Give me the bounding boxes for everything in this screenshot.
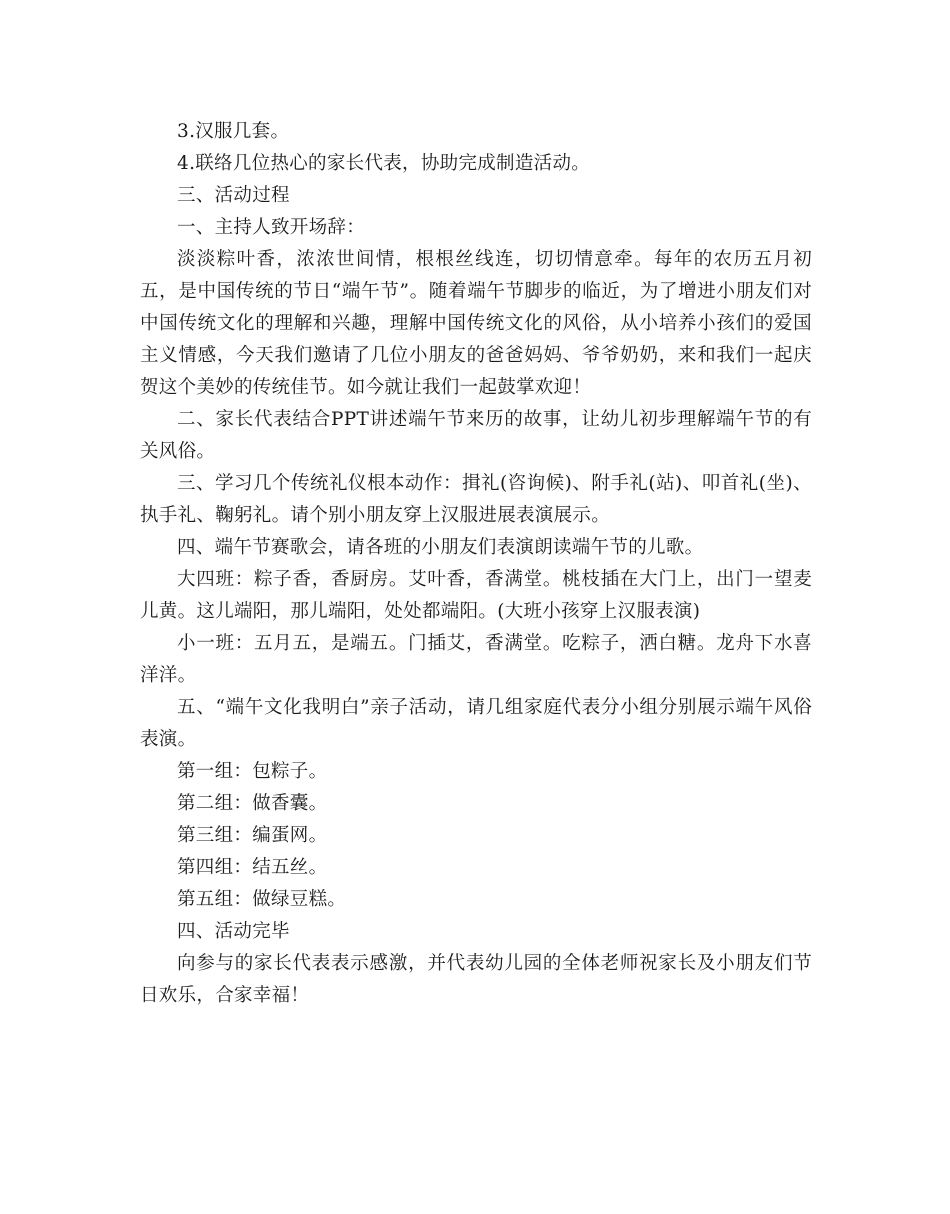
- group-item-3: 第三组：编蛋网。: [177, 825, 328, 846]
- group-item-4: 第四组：结五丝。: [177, 857, 328, 878]
- paragraph-opening-speech: 淡淡粽叶香，浓浓世间情，根根丝线连，切切情意牵。每年的农历五月初五，是中国传统的节日“端午节”。随着端午节脚步的临近，为了增进小朋友们对中国传统文化的理解和兴趣，理解中国传统文化的风俗，从小培养小孩们的爱国主义情感，今天我们邀请了几位小朋友的爸爸妈妈、爷爷奶奶，来和我们一起庆贺这个美妙的传统佳节。如今就让我们一起鼓掌欢迎！: [140, 249, 812, 398]
- step-parent-ppt-story: 二、家长代表结合PPT讲述端午节来历的故事，让幼儿初步理解端午节的有关风俗。: [140, 409, 812, 462]
- step-heading-host-opening: 一、主持人致开场辞：: [177, 217, 366, 238]
- step-etiquette-learning: 三、学习几个传统礼仪根本动作：揖礼(咨询候)、附手礼(站)、叩首礼(坐)、执手礼、鞠躬礼。请个别小朋友穿上汉服进展表演展示。: [140, 473, 812, 526]
- step-parent-child-activity: 五、“端午文化我明白”亲子活动，请几组家庭代表分小组分别展示端午风俗表演。: [140, 697, 812, 750]
- list-item-hanfu: 3.汉服几套。: [177, 121, 290, 142]
- section-heading-end: 四、活动完毕: [177, 921, 290, 942]
- paragraph-closing-thanks: 向参与的家长代表表示感激，并代表幼儿园的全体老师祝家长及小朋友们节日欢乐，合家幸福！: [140, 953, 812, 1006]
- list-item-parent-reps: 4.联络几位热心的家长代表，协助完成制造活动。: [177, 153, 591, 174]
- group-item-1: 第一组：包粽子。: [177, 761, 328, 782]
- section-heading-process: 三、活动过程: [177, 185, 290, 206]
- class-rhyme-da-si-ban: 大四班：粽子香，香厨房。艾叶香，香满堂。桃枝插在大门上，出门一望麦儿黄。这儿端阳，那儿端阳，处处都端阳。(大班小孩穿上汉服表演): [140, 569, 812, 622]
- class-rhyme-xiao-yi-ban: 小一班：五月五，是端五。门插艾，香满堂。吃粽子，洒白糖。龙舟下水喜洋洋。: [140, 633, 812, 686]
- step-song-contest: 四、端午节赛歌会，请各班的小朋友们表演朗读端午节的儿歌。: [177, 537, 704, 558]
- group-item-2: 第二组：做香囊。: [177, 793, 328, 814]
- group-item-5: 第五组：做绿豆糕。: [177, 889, 347, 910]
- document-body: [140, 116, 812, 1012]
